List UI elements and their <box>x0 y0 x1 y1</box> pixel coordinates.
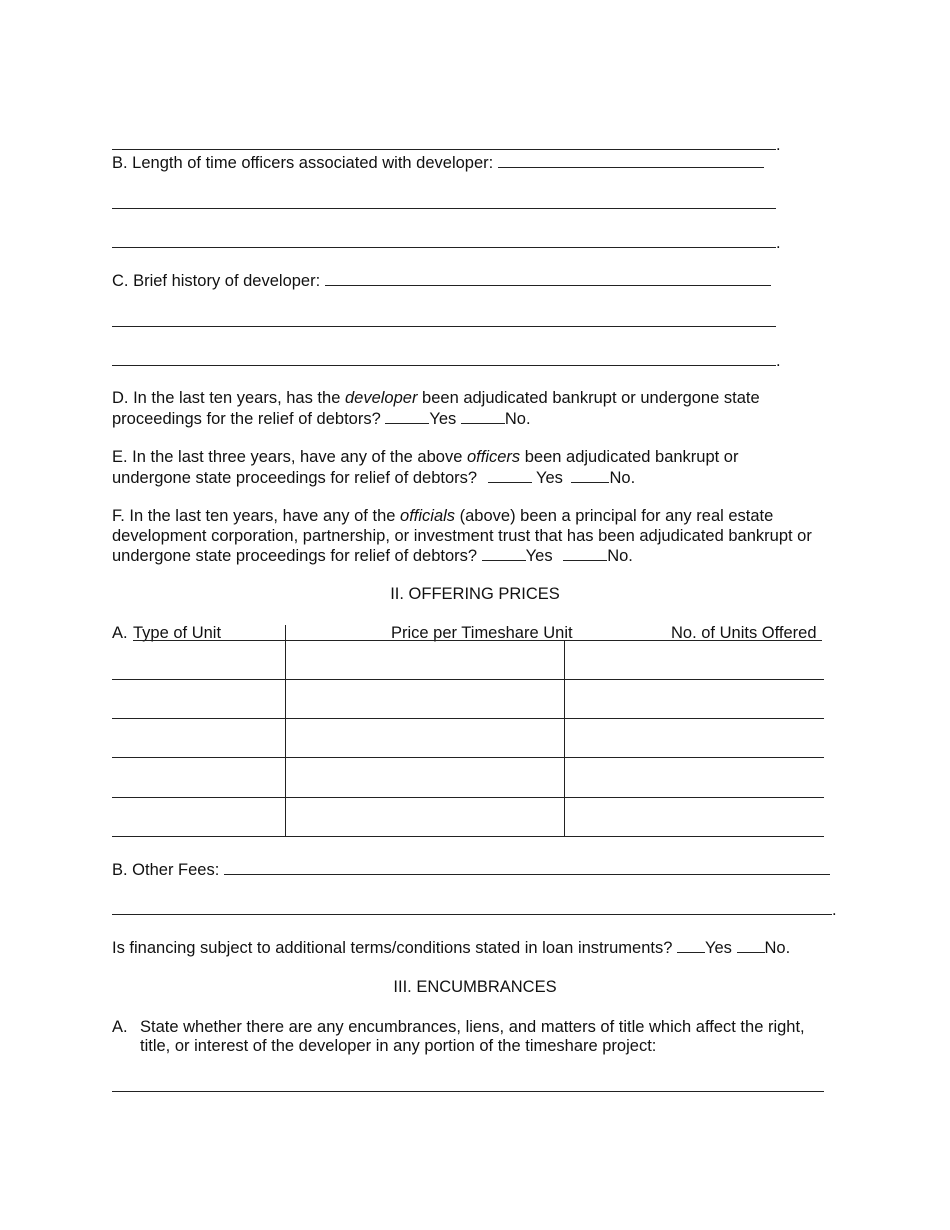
fill-line[interactable] <box>112 914 832 915</box>
question-e-text: E. In the last three years, have any of the above <box>112 448 467 466</box>
section-i-c-label: C. Brief history of developer: <box>112 272 321 290</box>
question-e-text-2: undergone state proceedings for relief of debtors? <box>112 469 478 487</box>
section-i-b <box>112 152 764 173</box>
fill-line[interactable] <box>112 326 776 327</box>
table-row[interactable] <box>112 836 824 837</box>
encumbrances-prefix: A. <box>112 1018 128 1036</box>
other-fees-field[interactable] <box>224 859 830 875</box>
question-d-line1 <box>112 388 760 408</box>
encumbrances-a-line2 <box>140 1036 656 1056</box>
encumbrances-a-prefix <box>112 1017 128 1037</box>
period: . <box>776 136 781 154</box>
section-iii-heading: III. ENCUMBRANCES <box>393 978 557 996</box>
encumbrances-text-2: title, or interest of the developer in any portion of the timeshare project: <box>140 1037 657 1055</box>
encumbrances-text-1: State whether there are any encumbrances, liens, and matters of title which affect the right, <box>140 1018 805 1036</box>
section-i-b-label: B. Length of time officers associated with developer: <box>112 154 494 172</box>
financing-no-label: No. <box>764 939 791 957</box>
question-d-emphasis: developer <box>344 389 418 407</box>
fill-line[interactable] <box>112 1091 824 1092</box>
question-d-text-end: been adjudicated bankrupt or undergone state <box>417 389 760 407</box>
question-e-line1 <box>112 447 738 467</box>
other-fees <box>112 859 830 880</box>
a-prefix: A. <box>112 624 128 642</box>
question-e-line2 <box>112 467 635 488</box>
question-d-text: D. In the last ten years, has the <box>112 389 345 407</box>
period: . <box>776 352 781 370</box>
table-row[interactable] <box>112 757 824 758</box>
fill-line[interactable] <box>112 365 776 366</box>
table-row[interactable] <box>112 679 824 680</box>
financing-question-text: Is financing subject to additional terms/conditions stated in loan instruments? <box>112 939 673 957</box>
f-no-blank[interactable] <box>563 545 607 561</box>
column-divider <box>285 625 286 836</box>
question-f-line3 <box>112 545 633 566</box>
column-units-label: No. of Units Offered <box>671 624 817 642</box>
question-f-line1 <box>112 506 773 526</box>
financing-question <box>112 937 790 958</box>
section-i-c <box>112 270 771 291</box>
table-header-a-prefix <box>112 623 128 643</box>
table-row[interactable] <box>112 718 824 719</box>
table-row[interactable] <box>112 797 824 798</box>
e-no-label: No. <box>609 469 636 487</box>
question-e-emphasis: officers <box>466 448 521 466</box>
d-yes-blank[interactable] <box>385 408 429 424</box>
e-no-blank[interactable] <box>571 467 609 483</box>
question-f-emphasis: officials <box>400 507 456 525</box>
f-yes-blank[interactable] <box>482 545 526 561</box>
question-f-line2 <box>112 526 812 546</box>
e-yes-label: Yes <box>535 469 563 487</box>
section-ii-heading: II. OFFERING PRICES <box>390 585 560 603</box>
d-no-blank[interactable] <box>461 408 505 424</box>
financing-yes-label: Yes <box>705 939 732 957</box>
period: . <box>776 234 781 252</box>
encumbrances-a-line1 <box>140 1017 805 1037</box>
fill-line[interactable] <box>112 208 776 209</box>
d-yes-label: Yes <box>429 410 457 428</box>
column-divider <box>564 640 565 836</box>
column-price-label: Price per Timeshare Unit <box>391 624 573 642</box>
column-type-label: Type of Unit <box>133 624 222 642</box>
d-no-label: No. <box>504 410 531 428</box>
period: . <box>832 901 837 919</box>
f-no-label: No. <box>607 547 633 565</box>
question-d-line2 <box>112 408 531 429</box>
financing-yes-blank[interactable] <box>677 937 705 953</box>
question-f-text-2: development corporation, partnership, or investment trust that has been adjudicated bankrupt or <box>112 527 812 545</box>
fill-line[interactable] <box>112 149 776 150</box>
question-f-text: F. In the last ten years, have any of the <box>112 507 401 525</box>
question-e-text-end: been adjudicated bankrupt or <box>520 448 739 466</box>
f-yes-label: Yes <box>525 547 553 565</box>
fill-line[interactable] <box>112 247 776 248</box>
officers-time-field[interactable] <box>498 152 764 168</box>
question-f-text-end: (above) been a principal for any real estate <box>455 507 774 525</box>
developer-history-field[interactable] <box>325 270 771 286</box>
other-fees-label: B. Other Fees: <box>112 861 220 879</box>
header-underline <box>133 640 822 641</box>
question-d-text-2: proceedings for the relief of debtors? <box>112 410 381 428</box>
question-f-text-3: undergone state proceedings for relief of debtors? <box>112 547 478 565</box>
financing-no-blank[interactable] <box>737 937 765 953</box>
e-yes-blank[interactable] <box>488 467 532 483</box>
